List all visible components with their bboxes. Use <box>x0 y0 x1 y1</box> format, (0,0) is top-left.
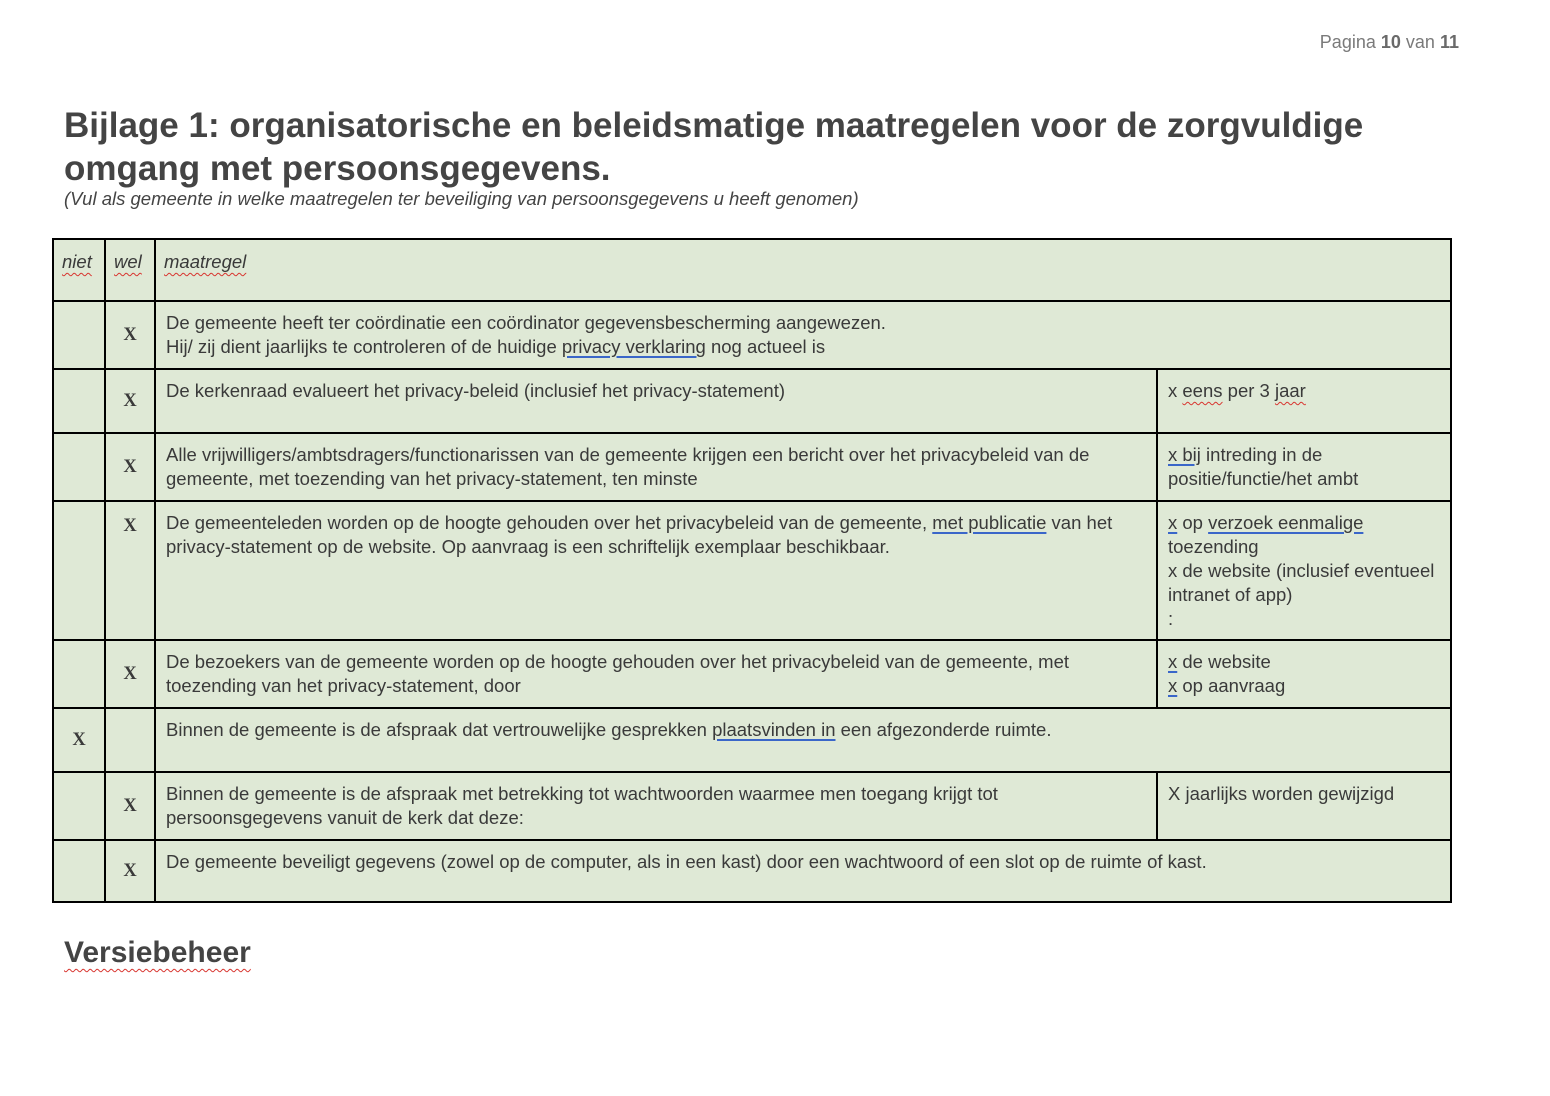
niet-mark[interactable] <box>53 772 105 840</box>
table-row <box>53 369 1451 433</box>
niet-mark[interactable] <box>53 433 105 501</box>
section-heading-versiebeheer: Versiebeheer <box>64 936 251 969</box>
measure-option: x bij intreding in de positie/functie/het ambt <box>1157 433 1451 501</box>
page-subtitle: (Vul als gemeente in welke maatregelen ter beveiliging van persoonsgegevens u heeft genomen) <box>64 188 859 209</box>
header-maatregel: maatregel <box>155 239 1451 301</box>
table-row <box>53 433 1451 501</box>
niet-mark[interactable] <box>53 640 105 708</box>
table-row <box>53 772 1451 840</box>
spelling-suggestion: privacy verklaring <box>561 336 706 357</box>
measure-text: De gemeente heeft ter coördinatie een coördinator gegevensbescherming aangewezen. Hij/ zij dient jaarlijks te controleren of de huidige privacy verklaring nog actueel is <box>155 301 1451 369</box>
wel-mark[interactable]: X <box>105 501 155 640</box>
page-number: Pagina 10 van 11 <box>1319 32 1459 52</box>
header-niet: niet <box>53 239 105 301</box>
measure-option: x op verzoek eenmalige toezending x de website (inclusief eventueel intranet of app) : <box>1157 501 1451 640</box>
page-title: Bijlage 1: organisatorische en beleidsmatige maatregelen voor de zorgvuldige omgang met persoonsgegevens. <box>64 106 1364 188</box>
table-row <box>53 301 1451 369</box>
measures-table <box>52 238 1452 903</box>
niet-mark[interactable] <box>53 501 105 640</box>
header-wel: wel <box>105 239 155 301</box>
wel-mark[interactable]: X <box>105 772 155 840</box>
measure-text: Binnen de gemeente is de afspraak met betrekking tot wachtwoorden waarmee men toegang krijgt tot persoonsgegevens vanuit de kerk dat deze: <box>155 772 1157 840</box>
measure-text: De gemeente beveiligt gegevens (zowel op de computer, als in een kast) door een wachtwoord of een slot op de ruimte of kast. <box>155 840 1451 902</box>
niet-mark[interactable]: X <box>53 708 105 772</box>
table-header-row <box>53 239 1451 301</box>
measure-text: De gemeenteleden worden op de hoogte gehouden over het privacybeleid van de gemeente, met publicatie van het privacy-statement op de website. Op aanvraag is een schriftelijk exemplaar beschikbaar. <box>155 501 1157 640</box>
table-row <box>53 708 1451 772</box>
measure-text: De kerkenraad evalueert het privacy-beleid (inclusief het privacy-statement) <box>155 369 1157 433</box>
measure-option: x de website x op aanvraag <box>1157 640 1451 708</box>
wel-mark[interactable]: X <box>105 369 155 433</box>
table-row <box>53 640 1451 708</box>
niet-mark[interactable] <box>53 840 105 902</box>
wel-mark[interactable]: X <box>105 640 155 708</box>
measure-option: x eens per 3 jaar <box>1157 369 1451 433</box>
measure-text: De bezoekers van de gemeente worden op de hoogte gehouden over het privacybeleid van de gemeente, met toezending van het privacy-statement, door <box>155 640 1157 708</box>
wel-mark[interactable] <box>105 708 155 772</box>
wel-mark[interactable]: X <box>105 301 155 369</box>
wel-mark[interactable]: X <box>105 840 155 902</box>
measure-text: Binnen de gemeente is de afspraak dat vertrouwelijke gesprekken plaatsvinden in een afgezonderde ruimte. <box>155 708 1451 772</box>
measure-text: Alle vrijwilligers/ambtsdragers/functionarissen van de gemeente krijgen een bericht over het privacybeleid van de gemeente, met toezending van het privacy-statement, ten minste <box>155 433 1157 501</box>
niet-mark[interactable] <box>53 301 105 369</box>
wel-mark[interactable]: X <box>105 433 155 501</box>
table-row <box>53 840 1451 902</box>
niet-mark[interactable] <box>53 369 105 433</box>
table-row <box>53 501 1451 640</box>
measure-option: X jaarlijks worden gewijzigd <box>1157 772 1451 840</box>
